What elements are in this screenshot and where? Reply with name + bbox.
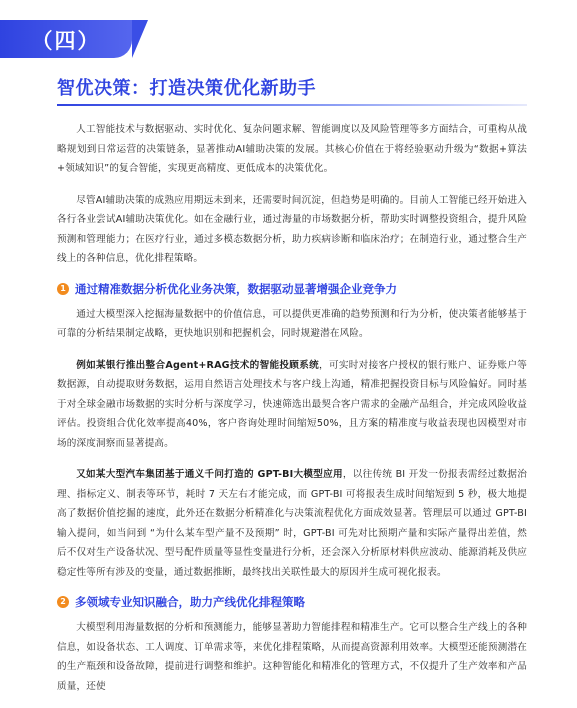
- article-body: [57, 120, 527, 708]
- bank-example-paragraph: [57, 356, 527, 454]
- section-title: 智优决策：打造决策优化新助手: [57, 78, 316, 99]
- auto-example-paragraph: [57, 465, 527, 582]
- number-2-icon: 2: [57, 596, 69, 608]
- section-number: （四）: [31, 29, 101, 53]
- auto-example-text: ，以往传统 BI 开发一份报表需经过数据治理、指标定义、制表等环节，耗时 7 天左右才能完成，而 GPT-BI 可将报表生成时间缩短到 5 秒，极大地提高了数据价值挖掘的速度，此外还在数据分析精准化与决策流程优化方面成效显著。管理层可以通过 GPT-BI 输入提问，如当问到 “为什么某车型产量不及预期” 时，GPT-BI 可先对比预期产量和实际产量得出差值，然后不仅对生产设备状况、型号配件质量等显性变量进行分析，还会深入分析原材料供应波动、能源消耗及供应稳定性等所有涉及的变量，通过数据推断，最终找出关联性最大的原因并生成可视化报表。: [57, 469, 527, 578]
- subheading-1-text: 通过精准数据分析优化业务决策，数据驱动显著增强企业竞争力: [75, 281, 397, 296]
- section-number-badge: [0, 20, 132, 58]
- subheading-2: [57, 594, 527, 610]
- subheading-1: [57, 281, 527, 297]
- bank-example-text: ，可实时对接客户授权的银行账户、证券账户等数据源，自动提取财务数据，运用自然语言处理技术与客户线上沟通，精准把握投资目标与风险偏好。同时基于对全球金融市场数据的实时分析与深度学习，快速筛选出最契合客户需求的金融产品组合，并完成风险收益评估。投资组合优化效率提高40%，客户咨询处理时间缩短50%，且方案的精准度与收益表现也因模型对市场的深度洞察而显著提高。: [57, 359, 527, 449]
- auto-example-lead: 又如某大型汽车集团基于通义千问打造的 GPT-BI大模型应用: [76, 469, 343, 480]
- intro-paragraph: 人工智能技术与数据驱动、实时优化、复杂问题求解、智能调度以及风险管理等多方面结合，可重构从战略规划到日常运营的决策链条，显著推动AI辅助决策的发展。其核心价值在于将经验驱动升级为“数据+算法+领域知识”的复合智能，实现更高精度、更低成本的决策优化。: [57, 124, 527, 174]
- scheduling-paragraph: 大模型利用海量数据的分析和预测能力，能够显著助力智能排程和精准生产。它可以整合生产线上的各种信息，如设备状态、工人调度、订单需求等，来优化排程策略，从而提高资源利用效率。大模型还能预测潜在的生产瓶颈和设备故障，提前进行调整和维护。这种智能化和精准化的管理方式，不仅提升了生产效率和产品质量，还使: [57, 622, 527, 692]
- title-underline: [57, 104, 527, 106]
- subheading-2-text: 多领域专业知识融合，助力产线优化排程策略: [75, 595, 305, 609]
- bank-example-lead: 例如某银行推出整合Agent+RAG技术的智能投顾系统: [76, 359, 320, 371]
- data-analysis-paragraph: 通过大模型深入挖掘海量数据中的价值信息，可以提供更准确的趋势预测和行为分析，使决策者能够基于可靠的分析结果制定战略，更快地识别和把握机会，同时规避潜在风险。: [57, 308, 527, 339]
- number-1-icon: 1: [57, 283, 69, 295]
- industry-paragraph: 尽管AI辅助决策的成熟应用期远未到来，还需要时间沉淀，但趋势是明确的。目前人工智能已经开始进入各行各业尝试AI辅助决策优化。如在金融行业，通过海量的市场数据分析，帮助实时调整投资组合，提升风险预测和管理能力；在医疗行业，通过多模态数据分析，助力疾病诊断和临床治疗；在制造行业，通过整合生产线上的各种信息，优化排程策略。: [57, 194, 527, 264]
